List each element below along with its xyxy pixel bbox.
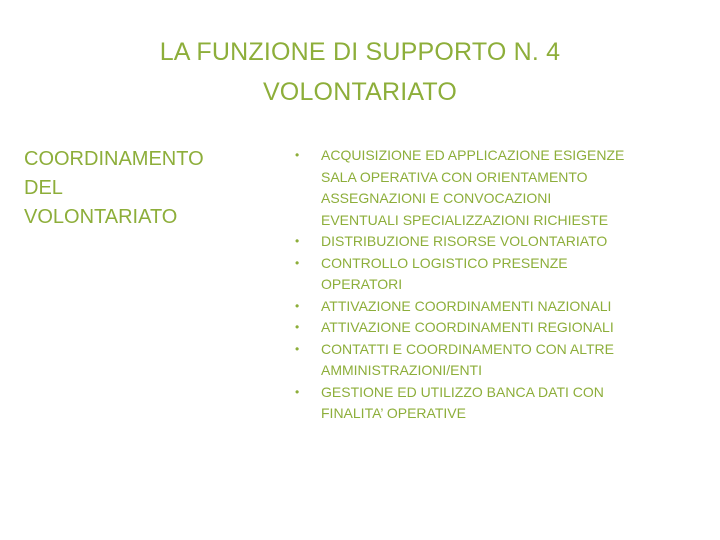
bullet-text-line: EVENTUALI SPECIALIZZAZIONI RICHIESTE: [321, 211, 609, 228]
bullet-text-line: DISTRIBUZIONE RISORSE VOLONTARIATO: [321, 233, 608, 249]
bullet-text-line: ACQUISIZIONE ED APPLICAZIONE ESIGENZE: [321, 147, 625, 163]
bullet-item: [294, 317, 694, 339]
bullet-marker: •: [295, 148, 300, 162]
bullet-text-line: GESTIONE ED UTILIZZO BANCA DATI CON: [321, 383, 604, 400]
bullet-text-line: FINALITA’ OPERATIVE: [321, 405, 466, 421]
bullet-item: [294, 145, 694, 231]
bullet-text-line: ATTIVAZIONE COORDINAMENTI REGIONALI: [321, 319, 614, 335]
bullet-marker: •: [295, 255, 300, 270]
bullet-item: [294, 296, 694, 318]
slide-title-line-1: LA FUNZIONE DI SUPPORTO N. 4: [159, 38, 561, 66]
slide-title-line-2: VOLONTARIATO: [262, 78, 458, 106]
section-heading-line-1: COORDINAMENTO: [24, 148, 204, 170]
bullet-marker: •: [295, 384, 300, 399]
bullet-item: [294, 382, 694, 425]
bullet-marker: •: [295, 341, 300, 356]
bullet-text-line: ASSEGNAZIONI E CONVOCAZIONI: [321, 190, 552, 206]
bullet-marker: •: [295, 320, 300, 334]
section-heading: [24, 145, 264, 232]
bullet-marker: •: [295, 234, 300, 248]
slide-title: [60, 32, 660, 112]
bullet-marker: •: [295, 298, 300, 313]
bullet-item: [294, 253, 694, 296]
bullet-text-line: CONTROLLO LOGISTICO PRESENZE: [321, 254, 568, 271]
bullet-text-line: ATTIVAZIONE COORDINAMENTI NAZIONALI: [321, 297, 612, 314]
section-heading-line-3: VOLONTARIATO: [24, 206, 178, 228]
section-heading-line-2: DEL: [24, 177, 63, 199]
bullet-text-line: CONTATTI E COORDINAMENTO CON ALTRE: [321, 340, 614, 357]
bullet-item: [294, 339, 694, 382]
bullet-item: [294, 231, 694, 253]
bullet-text-line: OPERATORI: [321, 276, 403, 292]
bullet-text-line: AMMINISTRAZIONI/ENTI: [321, 362, 482, 378]
bullet-list: [294, 145, 694, 425]
bullet-text-line: SALA OPERATIVA CON ORIENTAMENTO: [321, 168, 588, 185]
